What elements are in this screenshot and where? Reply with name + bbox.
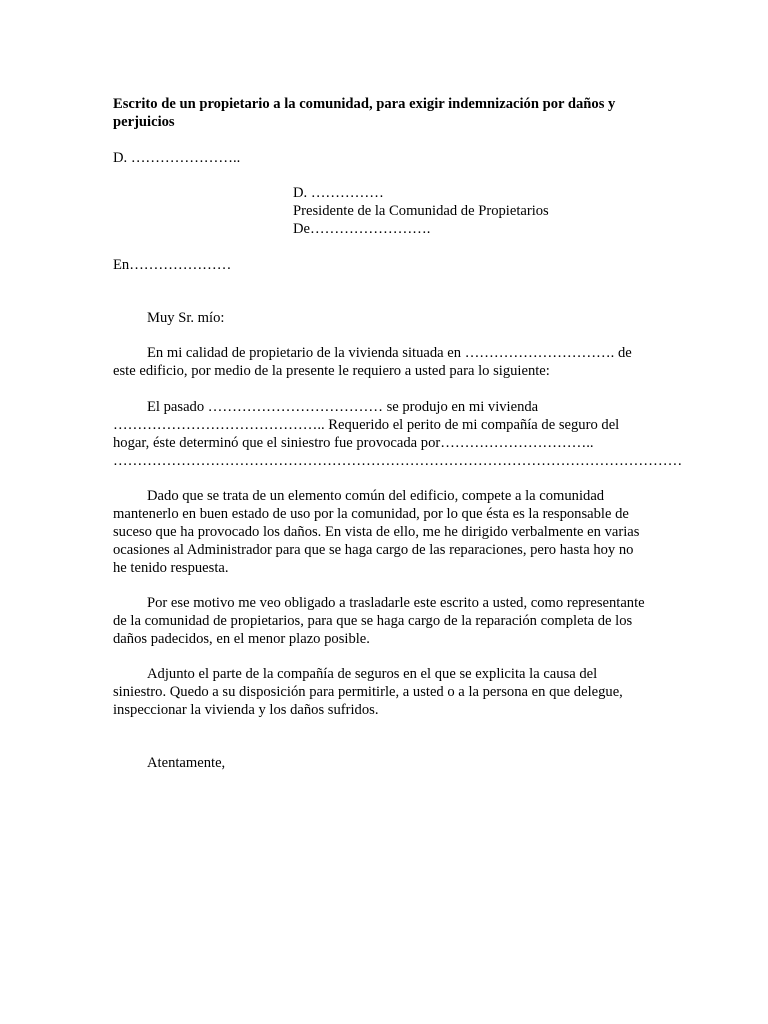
paragraph-incident: El pasado ……………………………… se produjo en mi vivienda …………………………………….. Requerido el perito de mi compañía de seguro del hogar, éste determinó que el siniestro fue provocada por………………………….. ……………………………………………………………………………………………………… [113,399,683,469]
document-title: Escrito de un propietario a la comunidad, para exigir indemnización por daños y perjuicios [113,96,616,130]
salutation: Muy Sr. mío: [147,310,225,326]
paragraph-responsibility: Dado que se trata de un elemento común del edificio, compete a la comunidad mantenerlo en buen estado de uso por la comunidad, por lo que ésta es la responsable de suceso que ha provocado los daños. En vista de ello, me he dirigido verbalmente en varias ocasiones al Administrador para que se haga cargo de las reparaciones, pero hasta hoy no he tenido respuesta. [113,488,640,576]
closing: Atentamente, [147,755,226,771]
place-date-line: En………………… [113,257,232,273]
recipient-place: De……………………. [293,221,431,237]
recipient-name: D. …………… [293,185,384,201]
paragraph-request: Por ese motivo me veo obligado a trasladarle este escrito a usted, como representante de la comunidad de propietarios, para que se haga cargo de la reparación completa de los daños padecidos, en el menor plazo posible. [113,595,645,647]
paragraph-intro: En mi calidad de propietario de la vivienda situada en …………………………. de este edificio, por medio de la presente le requiero a usted para lo siguiente: [113,345,632,379]
recipient-role: Presidente de la Comunidad de Propietarios [293,203,549,219]
paragraph-attachment: Adjunto el parte de la compañía de seguros en el que se explicita la causa del siniestro. Quedo a su disposición para permitirle, a usted o a la persona en que delegue, inspeccionar la vivienda y los daños sufridos. [113,666,623,718]
sender-line: D. ………………….. [113,150,241,166]
